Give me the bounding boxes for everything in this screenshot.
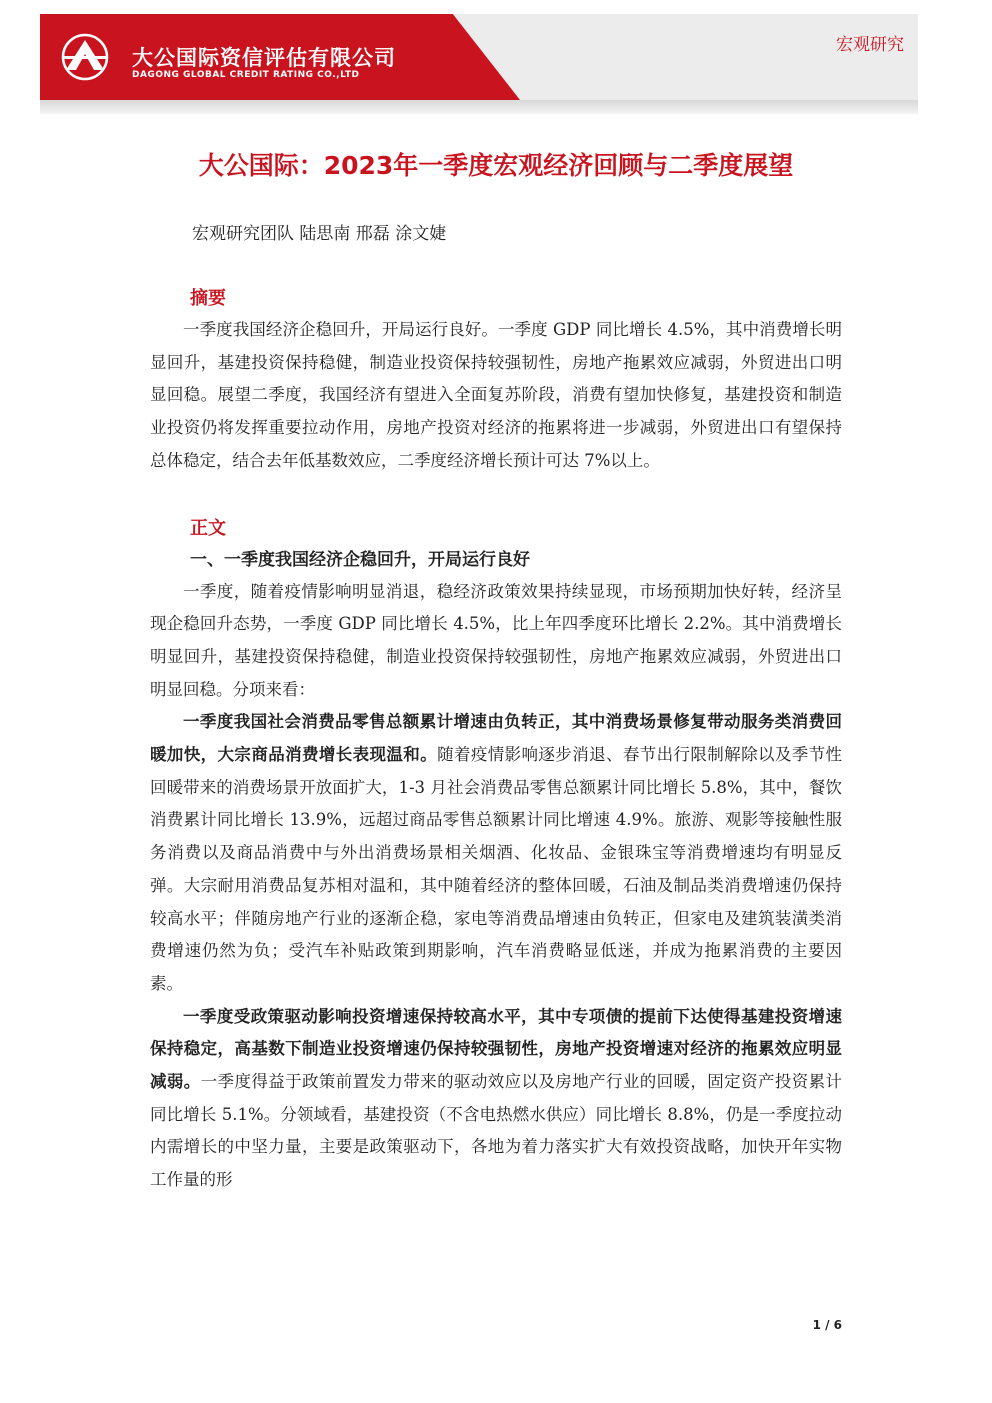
header-shadow — [40, 100, 918, 114]
section1-title: 一、一季度我国经济企稳回升，开局运行良好 — [190, 549, 530, 570]
report-content — [150, 284, 842, 1197]
report-title: 大公国际：2023年一季度宏观经济回顾与二季度展望 — [198, 151, 794, 180]
company-name-cn: 大公国际资信评估有限公司 — [132, 46, 396, 70]
section-label: 宏观研究 — [836, 35, 904, 55]
para3-lead: 一季度受政策驱动影响投资增速保持较高水平，其中专项债的提前下达使得基建投资增速保持稳定，高基数下制造业投资增速仍保持较强韧性，房地产投资增速对经济的拖累效应明显减弱。 — [150, 1006, 842, 1092]
body-paragraph-3 — [150, 1001, 842, 1197]
page-header — [40, 14, 918, 100]
body-paragraph-2 — [150, 706, 842, 1000]
page-number: 1 / 6 — [812, 1318, 842, 1332]
para3-text: 一季度得益于政策前置发力带来的驱动效应以及房地产行业的回暖，固定资产投资累计同比增长 5.1%。分领域看，基建投资（不含电热燃水供应）同比增长 8.8%，仍是一季度拉动内需增长的中坚力量，主要是政策驱动下，各地为着力落实扩大有效投资战略，加快开年实物工作量的形 — [150, 1072, 843, 1190]
body-paragraph-1: 一季度，随着疫情影响明显消退，稳经济政策效果持续显现，市场预期加快好转，经济呈现企稳回升态势，一季度 GDP 同比增长 4.5%，比上年四季度环比增长 2.2%。其中消费增长明显回升，基建投资保持稳健，制造业投资保持较强韧性，房地产拖累效应减弱，外贸进出口明显回稳。分项来看： — [150, 581, 842, 699]
dagong-logo-icon — [60, 32, 110, 82]
body-heading: 正文 — [190, 517, 226, 539]
abstract-heading: 摘要 — [190, 288, 226, 309]
para2-lead: 一季度我国社会消费品零售总额累计增速由负转正，其中消费场景修复带动服务类消费回暖加快，大宗商品消费增长表现温和。 — [150, 712, 842, 765]
section-gap — [150, 478, 842, 514]
report-authors: 宏观研究团队 陆思南 邢磊 涂文婕 — [192, 224, 447, 244]
para2-text: 随着疫情影响逐步消退、春节出行限制解除以及季节性回暖带来的消费场景开放面扩大，1-3 月社会消费品零售总额累计同比增长 5.8%，其中，餐饮消费累计同比增长 13.9%，远超过商品零售总额累计同比增速 4.9%。旅游、观影等接触性服务消费以及商品消费中与外出消费场景相关烟酒、化妆品、金银珠宝等消费增速均有明显反弹。大宗耐用消费品复苏相对温和，其中随着经济的整体回暖，石油及制品类消费增速仍保持较高水平；伴随房地产行业的逐渐企稳，家电等消费品增速由负转正，但家电及建筑装潢类消费增速仍然为负；受汽车补贴政策到期影响，汽车消费略显低迷，并成为拖累消费的主要因素。 — [150, 745, 843, 993]
abstract-text: 一季度我国经济企稳回升，开局运行良好。一季度 GDP 同比增长 4.5%，其中消费增长明显回升，基建投资保持稳健，制造业投资保持较强韧性，房地产拖累效应减弱，外贸进出口明显回稳。展望二季度，我国经济有望进入全面复苏阶段，消费有望加快修复，基建投资和制造业投资仍将发挥重要拉动作用，房地产投资对经济的拖累将进一步减弱，外贸进出口有望保持总体稳定，结合去年低基数效应，二季度经济增长预计可达 7%以上。 — [150, 320, 842, 470]
company-name-en: DAGONG GLOBAL CREDIT RATING CO.,LTD — [132, 70, 360, 80]
